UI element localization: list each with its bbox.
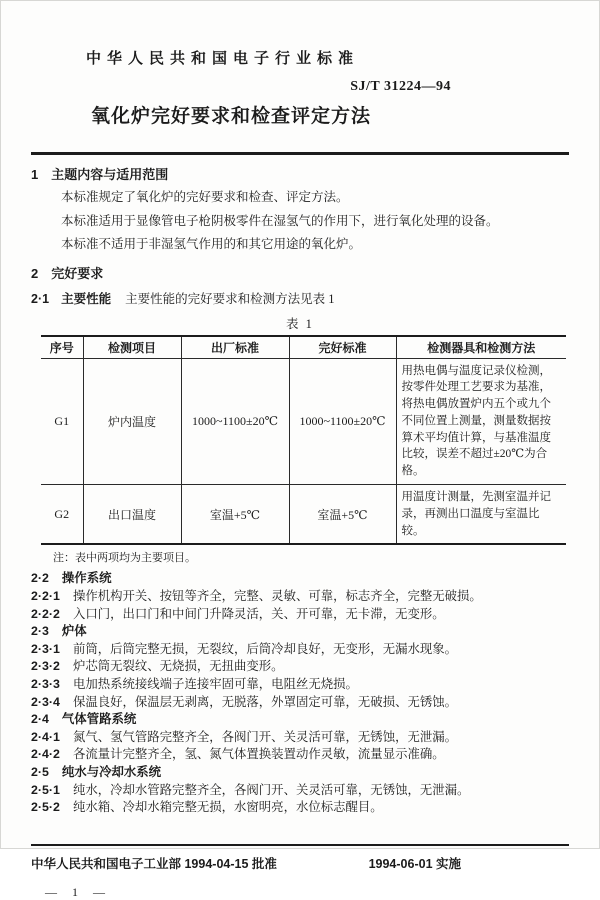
clause-text: 保温良好，保温层无剥离，无脱落，外罩固定可靠，无破损、无锈蚀。 bbox=[72, 694, 458, 709]
clause-number: 2·5·2 bbox=[31, 800, 60, 815]
clause-2-2-2 bbox=[31, 606, 569, 624]
clause-2-3-3 bbox=[31, 676, 569, 694]
clause-2-2 bbox=[31, 570, 569, 588]
clause-text: 炉体 bbox=[61, 624, 87, 639]
section-1-heading bbox=[31, 164, 569, 183]
clause-text: 前筒，后筒完整无损，无裂纹，后筒冷却良好，无变形，无漏水现象。 bbox=[72, 641, 458, 656]
section-title: 完好要求 bbox=[51, 265, 104, 281]
clause-title: 主要性能 bbox=[61, 291, 112, 306]
clause-number: 2·4·1 bbox=[31, 729, 60, 744]
column-header-method: 检测器具和检测方法 bbox=[396, 336, 566, 359]
cell-no: G1 bbox=[41, 358, 83, 485]
table-row bbox=[41, 485, 566, 545]
clause-text: 纯水箱、冷却水箱完整无损，水窗明亮，水位标志醒目。 bbox=[72, 800, 383, 815]
footer bbox=[31, 854, 569, 872]
clause-text: 操作系统 bbox=[61, 571, 112, 586]
clause-2-3-4 bbox=[31, 694, 569, 712]
table-header-row bbox=[41, 336, 566, 359]
section-number: 2 bbox=[31, 265, 39, 281]
clause-2-4-2 bbox=[31, 746, 569, 764]
cell-method: 用温度计测量，先测室温并记录，再测出口温度与室温比较。 bbox=[396, 485, 566, 545]
clause-number: 2·3 bbox=[31, 624, 49, 639]
table-note: 注：表中两项均为主要项目。 bbox=[53, 552, 196, 565]
section-2-heading bbox=[31, 263, 569, 282]
clause-2-3 bbox=[31, 623, 569, 641]
clause-number: 2·3·2 bbox=[31, 659, 60, 674]
clause-list bbox=[31, 570, 569, 816]
column-header-item: 检测项目 bbox=[83, 336, 181, 359]
clause-number: 2·5·1 bbox=[31, 782, 60, 797]
clause-number: 2·4 bbox=[31, 712, 49, 727]
cell-intact-standard: 室温+5℃ bbox=[289, 485, 396, 545]
column-header-intact-standard: 完好标准 bbox=[289, 336, 396, 359]
implementation-note: 1994-06-01 实施 bbox=[368, 856, 461, 871]
footer-divider bbox=[31, 844, 569, 846]
clause-text: 氮气、氢气管路完整齐全，各阀门开、关灵活可靠，无锈蚀，无泄漏。 bbox=[72, 729, 458, 744]
clause-2-5-2 bbox=[31, 799, 569, 817]
clause-number: 2·2·2 bbox=[31, 606, 60, 621]
clause-2-4-1 bbox=[31, 729, 569, 747]
clause-number: 2·3·1 bbox=[31, 641, 60, 656]
header-divider bbox=[31, 152, 569, 155]
column-header-no: 序号 bbox=[41, 336, 83, 359]
cell-item: 出口温度 bbox=[83, 485, 181, 545]
clause-text: 操作机构开关、按钮等齐全，完整、灵敏、可靠，标志齐全，完整无破损。 bbox=[72, 589, 482, 604]
document-title: 氧化炉完好要求和检查评定方法 bbox=[91, 106, 372, 127]
clause-2-4 bbox=[31, 711, 569, 729]
table-caption: 表 1 bbox=[286, 316, 314, 331]
clause-number: 2·5 bbox=[31, 765, 49, 779]
page-number: — 1 — bbox=[45, 884, 111, 899]
clause-2-3-1 bbox=[31, 641, 569, 659]
cell-intact-standard: 1000~1100±20℃ bbox=[289, 358, 396, 485]
clause-2-1 bbox=[31, 289, 569, 307]
clause-2-5-1 bbox=[31, 782, 569, 800]
paragraph: 本标准不适用于非湿氢气作用的和其它用途的氧化炉。 bbox=[61, 237, 362, 251]
clause-number: 2·3·3 bbox=[31, 677, 60, 692]
cell-method: 用热电偶与温度记录仪检测，按零件处理工艺要求为基准，将热电偶放置炉内五个或九个不同位置上测量，测量数据按算术平均值计算，与基准温度比较，误差不超过±20℃为合格。 bbox=[396, 358, 566, 485]
paragraph: 本标准规定了氧化炉的完好要求和检查、评定方法。 bbox=[61, 190, 349, 204]
clause-text: 纯水，冷却水管路完整齐全，各阀门开、关灵活可靠，无锈蚀，无泄漏。 bbox=[72, 782, 470, 797]
clause-2-3-2 bbox=[31, 658, 569, 676]
clause-number: 2·4·2 bbox=[31, 747, 60, 762]
section-number: 1 bbox=[31, 167, 39, 182]
clause-number: 2·3·4 bbox=[31, 694, 60, 709]
clause-2-2-1 bbox=[31, 588, 569, 606]
clause-text: 气体管路系统 bbox=[61, 712, 137, 727]
cell-factory-standard: 室温+5℃ bbox=[181, 485, 289, 545]
standard-number: SJ/T 31224—94 bbox=[350, 79, 451, 94]
clause-number: 2·1 bbox=[31, 291, 50, 306]
clause-text: 电加热系统接线端子连接牢固可靠，电阻丝无烧损。 bbox=[72, 677, 358, 692]
clause-text: 炉芯筒无裂纹、无烧损，无扭曲变形。 bbox=[72, 659, 284, 674]
clause-2-5 bbox=[31, 764, 569, 782]
inspection-table bbox=[41, 335, 566, 546]
clause-text: 入口门，出口门和中间门升降灵活，关、开可靠，无卡滞，无变形。 bbox=[72, 606, 445, 621]
approval-note: 中华人民共和国电子工业部 1994-04-15 批准 bbox=[31, 856, 277, 871]
cell-factory-standard: 1000~1100±20℃ bbox=[181, 358, 289, 485]
clause-text: 各流量计完整齐全，氢、氮气体置换装置动作灵敏，流量显示准确。 bbox=[72, 747, 445, 762]
table-row bbox=[41, 358, 566, 485]
clause-number: 2·2 bbox=[31, 571, 49, 586]
paragraph: 本标准适用于显像管电子枪阴极零件在湿氢气的作用下，进行氧化处理的设备。 bbox=[61, 213, 499, 228]
cell-no: G2 bbox=[41, 485, 83, 545]
clause-text: 纯水与冷却水系统 bbox=[61, 765, 162, 779]
standard-name: 中华人民共和国电子行业标准 bbox=[86, 50, 360, 67]
cell-item: 炉内温度 bbox=[83, 358, 181, 485]
clause-text: 主要性能的完好要求和检测方法见表 1 bbox=[125, 291, 335, 306]
clause-number: 2·2·1 bbox=[31, 589, 60, 604]
section-title: 主题内容与适用范围 bbox=[51, 167, 169, 182]
column-header-factory-standard: 出厂标准 bbox=[181, 336, 289, 359]
